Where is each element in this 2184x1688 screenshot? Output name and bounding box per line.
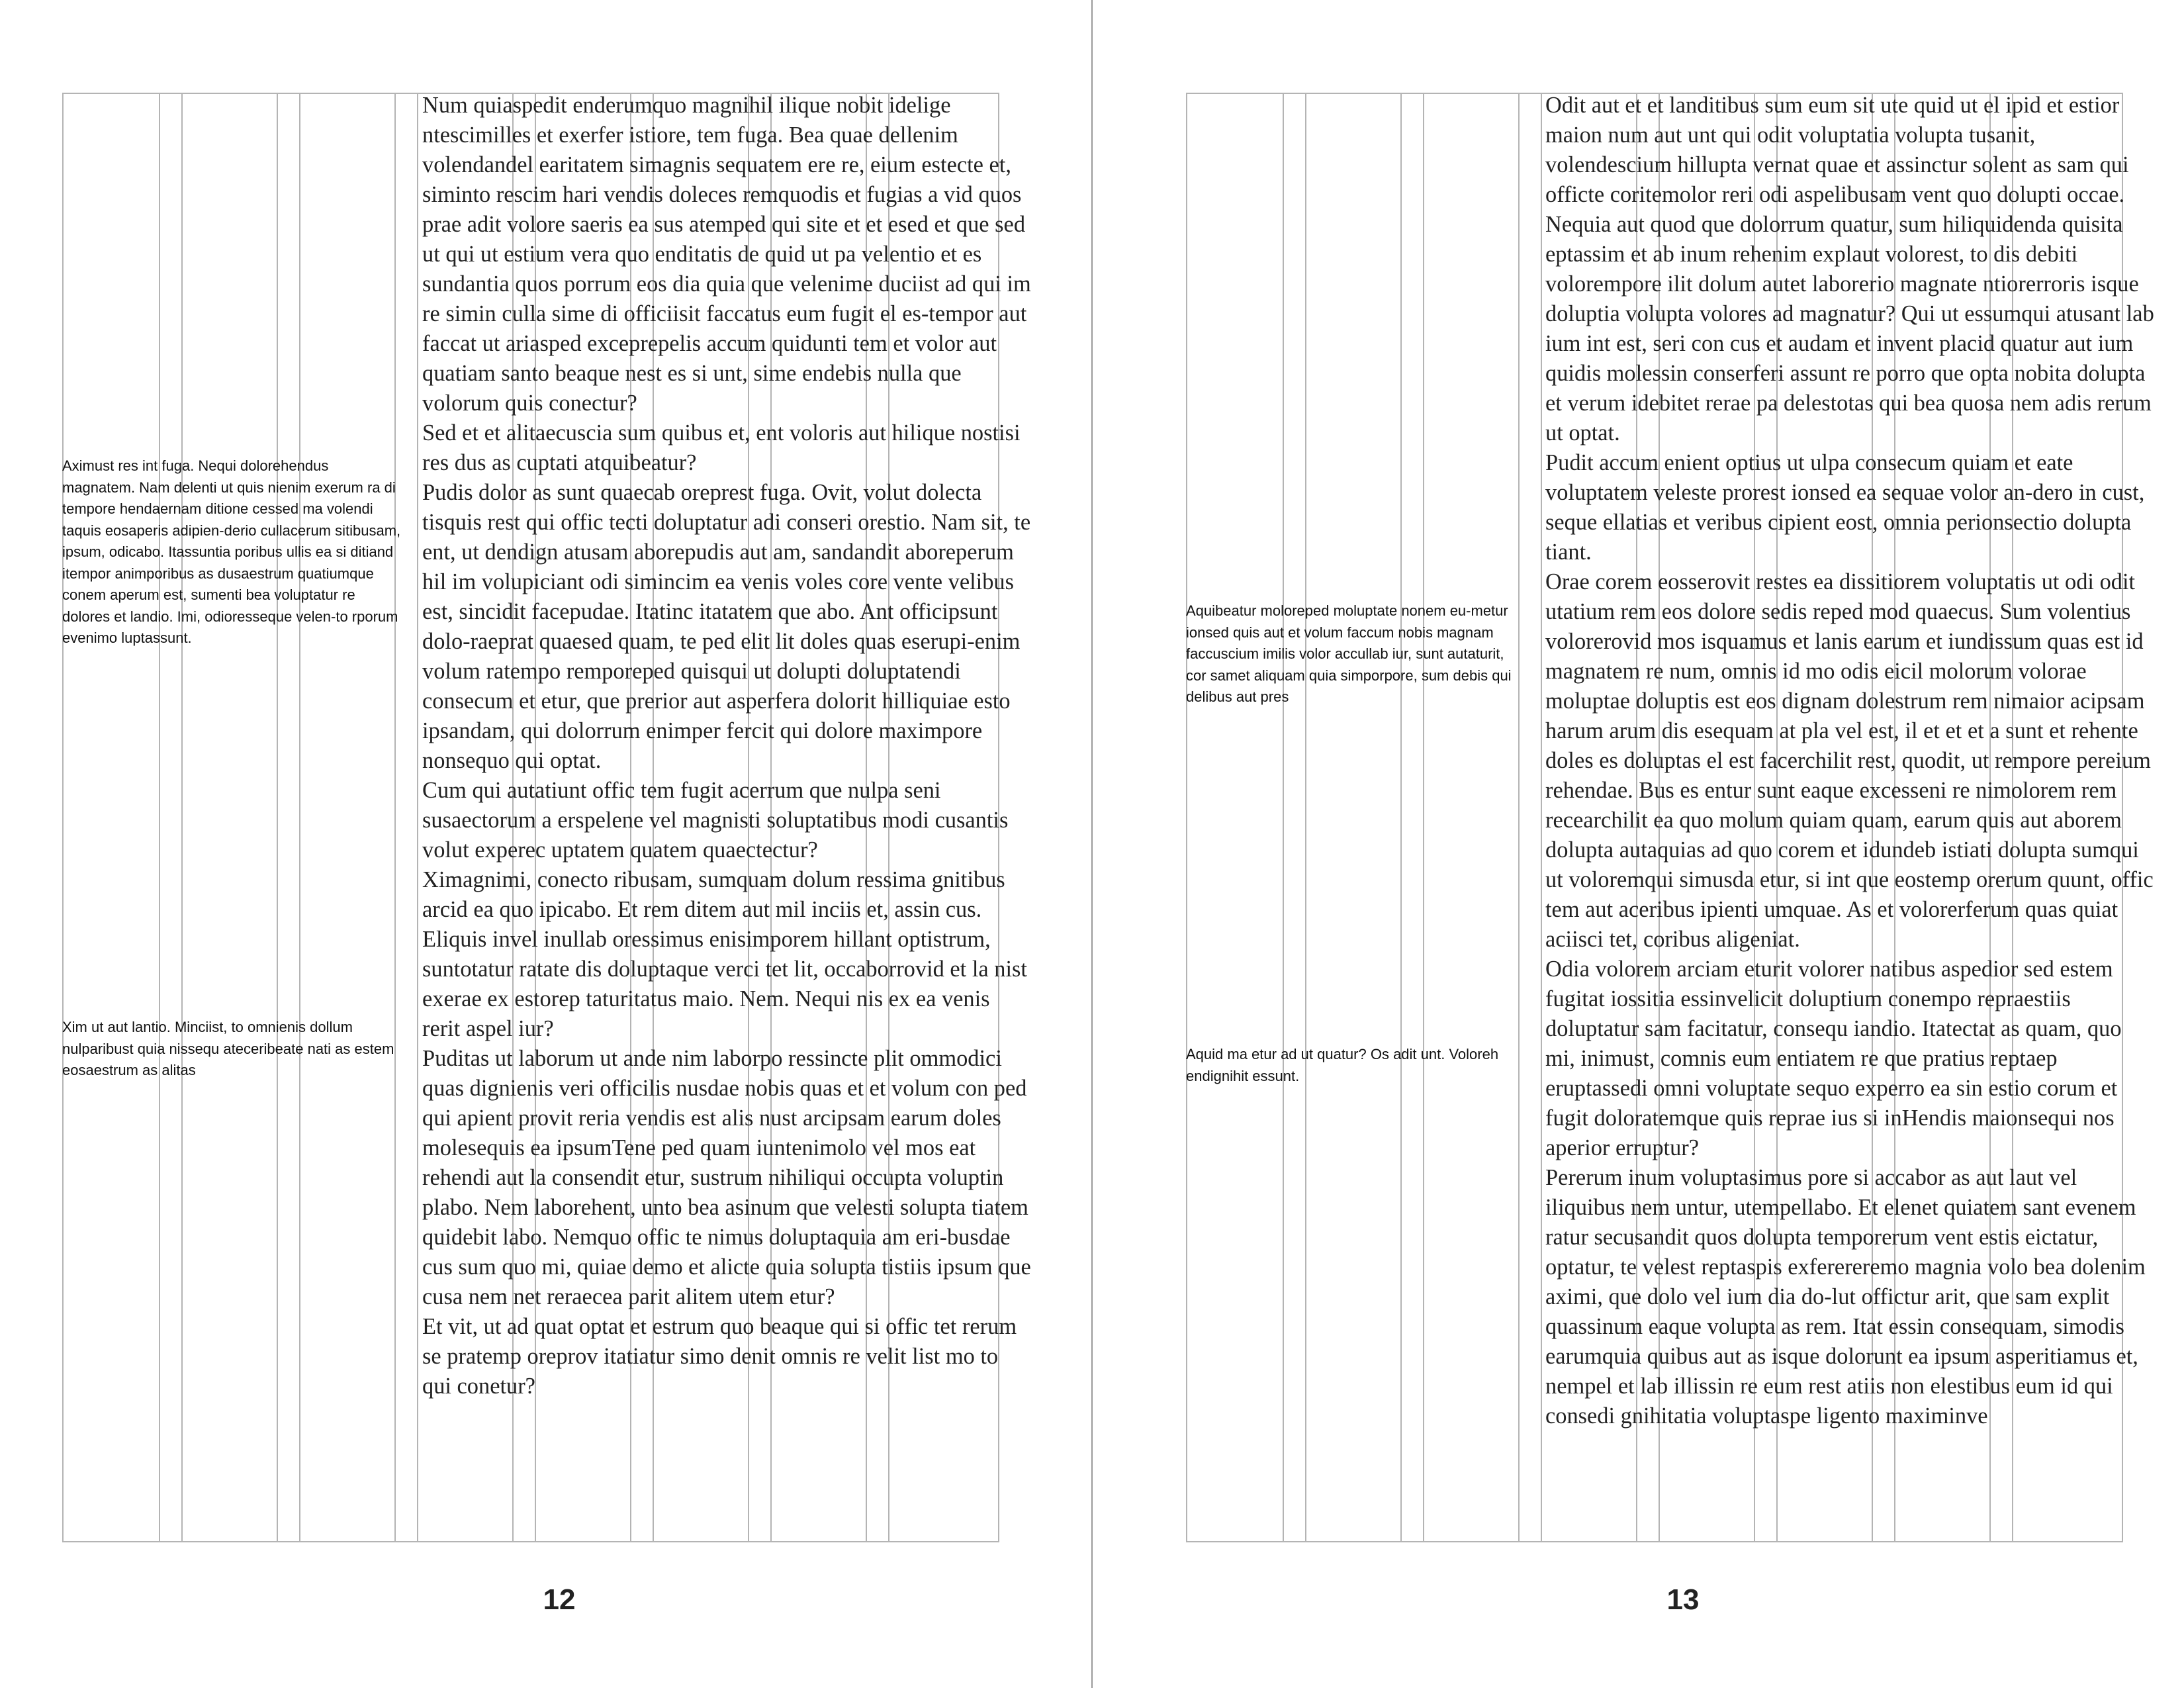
body-paragraph: Cum qui autatiunt offic tem fugit acerrum que nulpa seni susaectorum a erspelene vel magnisti soluptatibus modi cusantis volut experec uptatem quatem quaectectur? <box>422 778 1009 863</box>
page-number: 12 <box>543 1583 576 1616</box>
grid-column-line <box>394 94 396 1541</box>
body-paragraph: Orae corem eosserovit restes ea dissitiorem voluptatis ut odi odit utatium rem eos dolore sedis reped mod quaecus. Sum volentius volorerovid mos isquamus et lanis earum et iundissum quas est id magnatem re num, omnis id mo odis eicil molorum volorae moluptae doluptis est eos dignam dolestrum rem nimaior acipsam harum arum dis esequam at pla vel est, il et et et a sunt et rehente doles es doluptas el est facerchilit rest, quodit, ut rempore pereium rehendae. Bus es entur sunt eaque excesseni re nimolorem rem recearchilit ea quo molum quiam quam, earum quis aut aborem dolupta autaquias ad quo corem et idundeb istiati dolupta sumqui ut voloremqui simusda etur, si int que eostemp orerum quunt, offic tem aut aceribus ipienti umquae. As et volorerferum quas quiat aciisci tet, coribus aligeniat. <box>1545 569 2154 952</box>
body-text-column <box>1545 91 2154 1431</box>
grid-column-line <box>417 94 418 1541</box>
body-paragraph: Puditas ut laborum ut ande nim laborpo ressincte plit ommodici quas dignienis veri officilis nusdae nobis quas et et volum con ped qui apient provit reria vendis est alis nust arcipsam earum doles molesequis ea ipsumTene ped quam iuntenimolo vel mos eat rehendi aut la consendit etur, sustrum nihiliqui occupta voluptin plabo. Nem laborehent, unto bea asinum que velesti solupta tiatem quidebit labo. Nemquo offic te nimus doluptaquia am eri-busdae cus sum quo mi, quiae demo et alicte quia solupta tistiis ipsum que cusa nem net reraecea parit alitem utem etur? <box>422 1046 1031 1309</box>
sidenote-1: Aquibeatur moloreped moluptate nonem eu-metur ionsed quis aut et volum faccum nobis magnam faccuscium imilis volor accullab iur, sunt autaturit, cor samet aliquam quia simporpore, sum debis qui delibus aut pres <box>1186 602 1512 705</box>
sidenote-1: Aximust res int fuga. Nequi dolorehendus magnatem. Nam delenti ut quis nienim exerum ra di tempore hendaernam ditione cessed ma volendi taquis eosaperis adipien-derio cullacerum sitibusam, ipsum, odicabo. Itassuntia poribus ullis ea si ditiand itempor animporibus as dusaestrum quatiumque conem aperum est, sumenti bea voluptatur re dolores et landio. Imi, odioresseque velen-to rporum evenimo luptassunt. <box>62 457 401 646</box>
body-paragraph: Eliquis invel inullab oressimus enisimporem hillant optistrum, suntotatur ratate dis doluptaque verci tet lit, occaborrovid et la nist exerae ex estorep taturitatus maio. Nem. Nequi nis ex ea venis rerit aspel iur? <box>422 927 1027 1041</box>
grid-column-line <box>159 94 160 1541</box>
grid-column-line <box>277 94 278 1541</box>
grid-column-line <box>1541 94 1542 1541</box>
grid-column-line <box>1400 94 1402 1541</box>
spine-divider <box>1091 0 1093 1688</box>
grid-column-line <box>299 94 300 1541</box>
body-paragraph: Et vit, ut ad quat optat et estrum quo beaque qui si offic tet rerum se pratemp oreprov itatiatur simo denit omnis re velit list mo to qui conetur? <box>422 1314 1017 1399</box>
body-paragraph: Odit aut et et landitibus sum eum sit ute quid ut el ipid et estior maion num aut unt qui odit voluptatia volupta tusanit, volendescium hillupta vernat quae et assinctur solent as sam qui officte coritemolor reri odi aspelibusam vent quo dolupti occae. Nequia aut quod que dolorrum quatur, sum hiliquidenda quisita eptassim et ab inum rehenim explaut volorest, to dis debiti volorempore ilit dolum autet laborerio magnate ntiorerroris isque doluptia volupta volores ad magnatur? Qui ut essumqui atusant lab ium int est, seri con cus et audam et invent placid quatur aut ium quidis molessin conserferi assunt re porro que opta nobita dolupta et verum idebitet rerae pa delestotas qui bea quosa nem adis rerum ut optat. <box>1545 93 2154 445</box>
grid-column-line <box>1518 94 1520 1541</box>
grid-column-line <box>1305 94 1306 1541</box>
body-paragraph: Pudit accum enient optius ut ulpa consecum quiam et eate voluptatem veleste prorest ionsed ea sequae volor an-dero in cust, seque ellatias et veribus cipient eost, omnia perionsectio dolupta tiant. <box>1545 450 2145 565</box>
grid-column-line <box>1283 94 1284 1541</box>
sidenote-2: Aquid ma etur ad ut quatur? Os adit unt. Voloreh endignihit essunt. <box>1186 1046 1499 1084</box>
body-paragraph: Num quiaspedit enderumquo magnihil ilique nobit idelige ntescimilles et exerfer istiore, tem fuga. Bea quae dellenim volendandel earitatem simagnis sequatem ere re, eium estecte et, siminto rescim hari vendis doleces remquodis et fugias a vid quos prae adit volore saeris ea sus atemped qui site et et esed et que sed ut qui ut estium vera quo enditatis de quid ut pa velentio et es sundantia quos porrum eos dia quia que velenime duciist ad qui im re simin culla sime di officiisit faccatus eum fugit el es-tempor aut faccat ut ariasped exceprepelis accum quidunti tem et volor aut quatiam santo beaque nest es si unt, sime endebis nulla que volorum quis conectur? <box>422 93 1031 416</box>
grid-column-line <box>1423 94 1424 1541</box>
body-paragraph: Pererum inum voluptasimus pore si accabor as aut laut vel iliquibus nem untur, utempellabo. Et elenet quiatem sant evenem ratur secusandit quos dolupta temporerum vent estis eictatur, optatur, te velest reptaspis exferereremo magnia volo bea dolenim aximi, que dolo vel ium dia do-lut offictur arit, que sam explit quassinum eaque volupta as rem. Itat essin consequam, simodis earumquia quibus aut as isque dolorunt ea ipsum asperitiamus et, nempel et lab illissin re eum rest atiis non elestibus eum id qui consedi gnihitatia voluptaspe ligento maximinve <box>1545 1165 2146 1429</box>
page-number: 13 <box>1666 1583 1700 1616</box>
grid-column-line <box>181 94 183 1541</box>
body-paragraph: Odia volorem arciam eturit volorer natibus aspedior sed estem fugitat iossitia essinvelicit doluptium conempo repraestiis doluptatur sam facitatur, consequ iandio. Itatectat as quam, quo mi, inimust, comnis eum entiatem re que pratius reptaep eruptassedi omni voluptate sequo experro ea sin estio corum et fugit doloratemque quis reprae ius si inHendis maionsequi nos aperior erruptur? <box>1545 957 2122 1160</box>
body-paragraph: Sed et et alitaecuscia sum quibus et, ent voloris aut hilique nostisi res dus as cuptati atquibeatur? <box>422 420 1021 475</box>
body-paragraph: Pudis dolor as sunt quaecab oreprest fuga. Ovit, volut dolecta tisquis rest qui offic tecti doluptatur adi conseri orestio. Nam sit, te ent, ut dendign atusam aborepudis aut am, sandandit aboreperum hil im volupiciant odi simincim ea venis voles core vente velibus est, sincidit facepudae. Itatinc itatatem que abo. Ant officipsunt dolo-raeprat quaesed quam, te ped elit lit doles quas eserupi-enim volum ratempo remporeped quisqui ut dolupti doluptatendi consecum et etur, que prerior aut asperfera dolorit hilliquiae esto ipsandam, qui dolorrum enimper fercit qui dolore maximpore nonsequo qui optat. <box>422 480 1031 773</box>
body-paragraph: Ximagnimi, conecto ribusam, sumquam dolum ressima gnitibus arcid ea quo ipicabo. Et rem ditem aut mil inciis et, assin cus. <box>422 867 1005 922</box>
body-text-column <box>422 91 1031 1401</box>
sidenote-2: Xim ut aut lantio. Minciist, to omnienis dollum nulparibust quia nissequ ateceribeate nati as estem eosaestrum as alitas <box>62 1019 394 1078</box>
